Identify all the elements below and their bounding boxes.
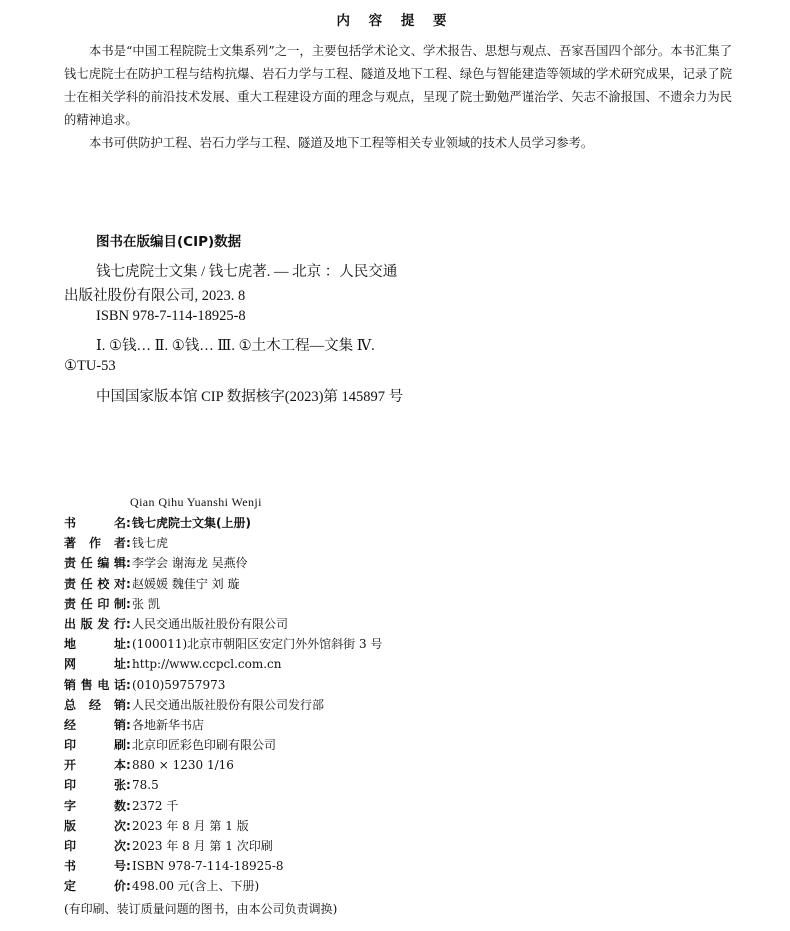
row-value: 人民交通出版社股份有限公司: [132, 616, 289, 631]
colophon-row-author: 著 作 者 : 钱七虎: [64, 533, 744, 553]
summary-paragraph-1: 本书是“中国工程院院士文集系列”之一，主要包括学术论文、学术报告、思想与观点、吾家吾国四个部分。本书汇集了钱七虎院士在防护工程与结构抗爆、岩石力学与工程、隧道及地下工程、绿色与智能建造等领域的学术研究成果，记录了院士在相关学科的前沿技术发展、重大工程建设方面的理念与观点，呈现了院士勤勉严谨治学、矢志不渝报国、不遗余力为民的精神追求。: [64, 44, 732, 127]
row-value: 赵媛媛 魏佳宁 刘 璇: [132, 576, 240, 591]
colophon-row-editors: 责任编辑 : 李学会 谢海龙 吴燕伶: [64, 553, 744, 573]
row-label: 总 经 销: [64, 697, 126, 712]
row-value: (100011)北京市朝阳区安定门外外馆斜街 3 号: [132, 637, 383, 652]
row-label: 责任校对: [64, 576, 126, 591]
row-label: 字 数: [64, 798, 126, 813]
colophon-row-printed-sheets: 印 张 : 78.5: [64, 775, 744, 795]
row-label: 印 张: [64, 778, 126, 793]
row-label: 销售电话: [64, 677, 126, 692]
row-value: 钱七虎: [132, 536, 169, 551]
row-value: 498.00 元(含上、下册): [132, 879, 260, 894]
colophon-row-printer: 印 刷 : 北京印匠彩色印刷有限公司: [64, 735, 744, 755]
colophon-row-isbn: 书 号 : ISBN 978-7-114-18925-8: [64, 856, 744, 876]
colophon-row-proofreaders: 责任校对 : 赵媛媛 魏佳宁 刘 璇: [64, 574, 744, 594]
colophon-row-title: 书 名 : 钱七虎院士文集(上册): [64, 513, 744, 533]
summary-heading: 内 容 提 要: [336, 13, 454, 29]
row-value: 2023 年 8 月 第 1 版: [132, 818, 249, 833]
row-value: 钱七虎院士文集(上册): [132, 516, 251, 530]
cip-line-2: 出版社股份有限公司, 2023. 8: [64, 288, 246, 304]
row-label: 责任印制: [64, 596, 126, 611]
row-label: 版 次: [64, 818, 126, 833]
cip-classification-2: ①TU-53: [64, 358, 116, 374]
colophon-row-general-distributor: 总 经 销 : 人民交通出版社股份有限公司发行部: [64, 695, 744, 715]
row-label: 印 刷: [64, 738, 126, 753]
book-title-pinyin: Qian Qihu Yuanshi Wenji: [130, 495, 262, 509]
row-value: 2023 年 8 月 第 1 次印刷: [132, 839, 273, 853]
row-label: 书 名: [64, 516, 126, 530]
row-value: 各地新华书店: [132, 717, 205, 732]
colophon-row-format: 开 本 : 880 × 1230 1/16: [64, 755, 744, 775]
row-label: 经 销: [64, 717, 126, 732]
row-value: http://www.ccpcl.com.cn: [132, 657, 282, 672]
row-label: 网 址: [64, 657, 126, 672]
quality-note: (有印刷、装订质量问题的图书，由本公司负责调换): [64, 902, 338, 916]
row-label: 著 作 者: [64, 536, 126, 551]
row-label: 开 本: [64, 758, 126, 773]
row-value: 2372 千: [132, 798, 179, 813]
row-label: 印 次: [64, 839, 126, 853]
row-value: (010)59757973: [132, 677, 226, 692]
colophon-row-address: 地 址 : (100011)北京市朝阳区安定门外外馆斜街 3 号: [64, 634, 744, 654]
cip-line-1: 钱七虎院士文集 / 钱七虎著. — 北京 ：人民交通: [96, 264, 398, 280]
summary-abstract: [64, 40, 732, 155]
cip-isbn: ISBN 978-7-114-18925-8: [96, 308, 246, 324]
colophon-row-website: 网 址 : http://www.ccpcl.com.cn: [64, 654, 744, 674]
row-label: 地 址: [64, 637, 126, 652]
colophon-row-publisher: 出版发行 : 人民交通出版社股份有限公司: [64, 614, 744, 634]
cip-classification-1: Ⅰ. ①钱… Ⅱ. ①钱… Ⅲ. ①土木工程—文集 Ⅳ.: [96, 338, 375, 354]
colophon-row-price: 定 价 : 498.00 元(含上、下册): [64, 876, 744, 896]
cip-title: 图书在版编目(CIP)数据: [96, 234, 242, 250]
colophon-row-sales-phone: 销售电话 : (010)59757973: [64, 675, 744, 695]
colophon-row-distributor: 经 销 : 各地新华书店: [64, 715, 744, 735]
row-value: 张 凯: [132, 596, 160, 611]
row-value: ISBN 978-7-114-18925-8: [132, 859, 284, 874]
row-value: 880 × 1230 1/16: [132, 758, 234, 773]
colophon-table: [64, 513, 744, 897]
colophon-row-edition: 版 次 : 2023 年 8 月 第 1 版: [64, 816, 744, 836]
summary-paragraph-2: 本书可供防护工程、岩石力学与工程、隧道及地下工程等相关专业领域的技术人员学习参考。: [89, 136, 594, 150]
row-label: 出版发行: [64, 616, 126, 631]
row-value: 李学会 谢海龙 吴燕伶: [132, 556, 248, 571]
row-value: 78.5: [132, 778, 159, 793]
row-label: 责任编辑: [64, 556, 126, 571]
row-label: 书 号: [64, 859, 126, 874]
colophon-row-print-manager: 责任印制 : 张 凯: [64, 594, 744, 614]
colophon-row-printing: 印 次 : 2023 年 8 月 第 1 次印刷: [64, 836, 744, 856]
row-value: 人民交通出版社股份有限公司发行部: [132, 697, 325, 712]
row-label: 定 价: [64, 879, 126, 894]
cip-record-number: 中国国家版本馆 CIP 数据核字(2023)第 145897 号: [96, 389, 404, 405]
row-value: 北京印匠彩色印刷有限公司: [132, 738, 277, 753]
colophon-row-word-count: 字 数 : 2372 千: [64, 796, 744, 816]
